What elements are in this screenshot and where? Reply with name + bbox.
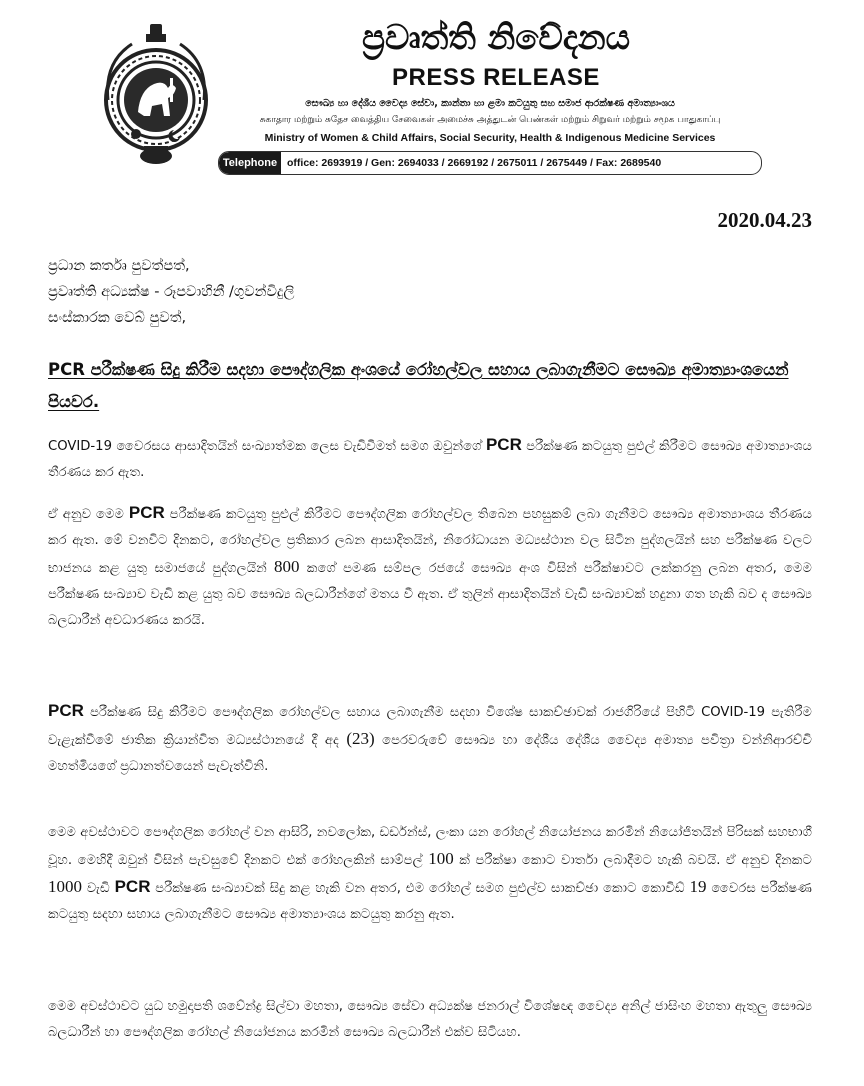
ministry-name-sinhala: සෞඛ්‍ය හා දේශීය වෛද්‍ය සේවා, කාන්තා හා ළමා කටයුතු සහ සමාජ ආරක්ෂණ අමාත්‍යාංශය xyxy=(305,98,675,109)
text-span: ඒ අනුව මෙම xyxy=(48,507,129,522)
sri-lanka-emblem-icon xyxy=(102,22,210,172)
headline: PCR පරීක්ෂණ සිදු කිරීම සදහා පෞද්ගලික අංශයේ රෝහල්වල සහාය ලබාගැනීමට සෞඛ්‍ය අමාත්‍යාංශයෙන් පියවර. xyxy=(48,360,789,411)
number: 100 xyxy=(428,849,454,868)
recipient-line: ප්‍රවෘත්ති අධ්‍යක්ෂ - රූපවාහිනී /ගුවන්විදුලි xyxy=(48,284,295,300)
recipient-line: සංස්කාරක වෙබ් පුවත්, xyxy=(48,310,187,326)
text-span: මෙම අවස්ථාවට යුධ හමුදාපති ශවේන්ද්‍ර සිල්වා මහතා, සෞඛ්‍ය සේවා අධ්‍යක්ෂ ජනරාල් විශේෂඥ වෛද්‍ය අනිල් ජාසිංහ මහතා ඇතුලු සෞඛ්‍ය බලධාරීන් හා පෞද්ගලික රෝහල් නියෝජනය කරමින් සෞඛ්‍ය බලධාරීන් එක්ව සිටියහ. xyxy=(48,999,812,1040)
paragraph-5 xyxy=(48,994,812,1046)
text-span: වැඩි xyxy=(82,881,115,896)
text-span: COVID-19 වෛරසය ආසාදිතයින් සංඛ්‍යාත්මක ලෙස වැඩිවීමත් සමග ඔවුන්ගේ xyxy=(48,439,486,454)
telephone-bar xyxy=(218,151,762,175)
number: 1000 xyxy=(48,877,82,896)
text-span: මෙම අවස්ථාවට පෞද්ගලික රෝහල් වන ආසිරි, නවලෝක, ඩර්ඩන්ස්, ලංකා යන රෝහල් නියෝජනය කරමින් නියෝජිතයින් පිරිසක් සහභාගී වූහ. මෙහිදී ඔවුන් විසින් පැවසුවේ දිනකට එක් රෝහලකින් සාම්පල් xyxy=(48,825,812,868)
title-sinhala: ප්‍රවෘත්ති නිවේදනය xyxy=(361,18,631,58)
number: 19 xyxy=(689,877,707,896)
text-span: පෙරවරුවේ සෞඛ්‍ය හා දේශීය දේශීය වෛද්‍ය අමාත්‍ය පවිත්‍රා වන්නිආරච්චි මහත්මියගේ ප්‍රධානත්වයෙන් පැවැත්විනි. xyxy=(48,733,812,774)
text-span: වෛරස පරීක්ෂණ කටයුතු සදහා සහාය ලබාගැනීමට සෞඛ්‍ය අමාත්‍යාංශය කටයුතු කරනු ඇත. xyxy=(48,881,813,922)
text-span: පරීක්ෂණ සංඛ්‍යාවක් සිදු කළ හැකි වන අතර, එම රෝහල් සමග පුළුල්ව සාකච්ඡා කොට කොවිඩ් xyxy=(150,881,690,896)
title-english: PRESS RELEASE xyxy=(392,64,600,91)
text-span: පරීක්ෂණ කටයුතු පුළුල් කිරීමට පෞද්ගලික රෝහල්වල තිබෙන පහසුකම් ලබා ගැනීමට සෞඛ්‍ය අමාත්‍යාංශය තීරණය කර ඇත. මේ වනවිට දිනකට, රෝහල්වල ප්‍රතිකාර ලබන ආසාදිතයින්, නිරෝධායන මධ්‍යස්ථාන වල සිටින පුද්ගලයින් සහ පරීක්ෂණ වලට භාජනය කළ යුතු සමාජයේ පුද්ගලයින් xyxy=(48,507,812,576)
release-date: 2020.04.23 xyxy=(717,208,812,232)
recipient-line: ප්‍රධාන කර්තෘ පුවත්පත්, xyxy=(48,258,190,274)
pcr-term: PCR xyxy=(48,701,84,720)
number: (23) xyxy=(346,729,375,748)
ministry-name-english: Ministry of Women & Child Affairs, Social Security, Health & Indigenous Medicine Services xyxy=(264,132,716,144)
telephone-label: Telephone xyxy=(219,152,281,174)
paragraph-3 xyxy=(48,698,812,780)
pcr-term: PCR xyxy=(128,503,165,522)
ministry-name-tamil: சுகாதார மற்றும் சுதேச வைத்திய சேவைகள் அமைச்சு அத்துடன் பெண்கள் மற்றும் சிறுவர் மற்றும் சமூக பாதுகாப்பு xyxy=(259,115,721,125)
paragraph-2 xyxy=(48,500,812,634)
pcr-term: PCR xyxy=(114,877,151,896)
text-span: පරීක්ෂණ සිදු කිරීමට පෞද්ගලික රෝහල්වල සහාය ලබාගැනීම සදහා විශේෂ සාකච්ඡාවක් රාජගිරියේ පිහිටි COVID-19 පැතිරීම වැළැක්වීමේ ජාතික ක්‍රියාන්විත මධ්‍යස්ථානයේ දී අද xyxy=(48,705,812,748)
text-span: පරීක්ෂණ කටයුතු පුළුල් කිරීමට සෞඛ්‍ය අමාත්‍යාංශය තීරණය කර ඇත. xyxy=(48,439,812,480)
paragraph-4 xyxy=(48,820,812,928)
letterhead xyxy=(100,14,760,184)
number: 800 xyxy=(274,557,300,576)
paragraph-1 xyxy=(48,432,812,486)
telephone-numbers: office: 2693919 / Gen: 2694033 / 2669192 / 2675011 / 2675449 / Fax: 2689540 xyxy=(287,157,662,169)
text-span: ක් පරීක්ෂා කොට වාර්තා ලබාදීමට හැකි බවයි. ඒ අනුව දිනකට xyxy=(453,853,812,868)
pcr-term: PCR xyxy=(485,435,522,454)
text-span: කගේ පමණ සම්පල රජයේ සෞඛ්‍ය අංශ විසින් පරීක්ෂාවට ලක්කරනු ලබන අතර, මෙම පරීක්ෂණ සංඛ්‍යාව වැඩි කළ යුතු බව සෞඛ්‍ය බලධාරීන්ගේ මතය වී ඇත. ඒ තුලින් ආසාදිතයින් වැඩි සංඛ්‍යාවක් හදුනා ගත හැකි බව ද සෞඛ්‍ය බලධාරීන් අවධාරණය කරයි. xyxy=(48,561,812,628)
